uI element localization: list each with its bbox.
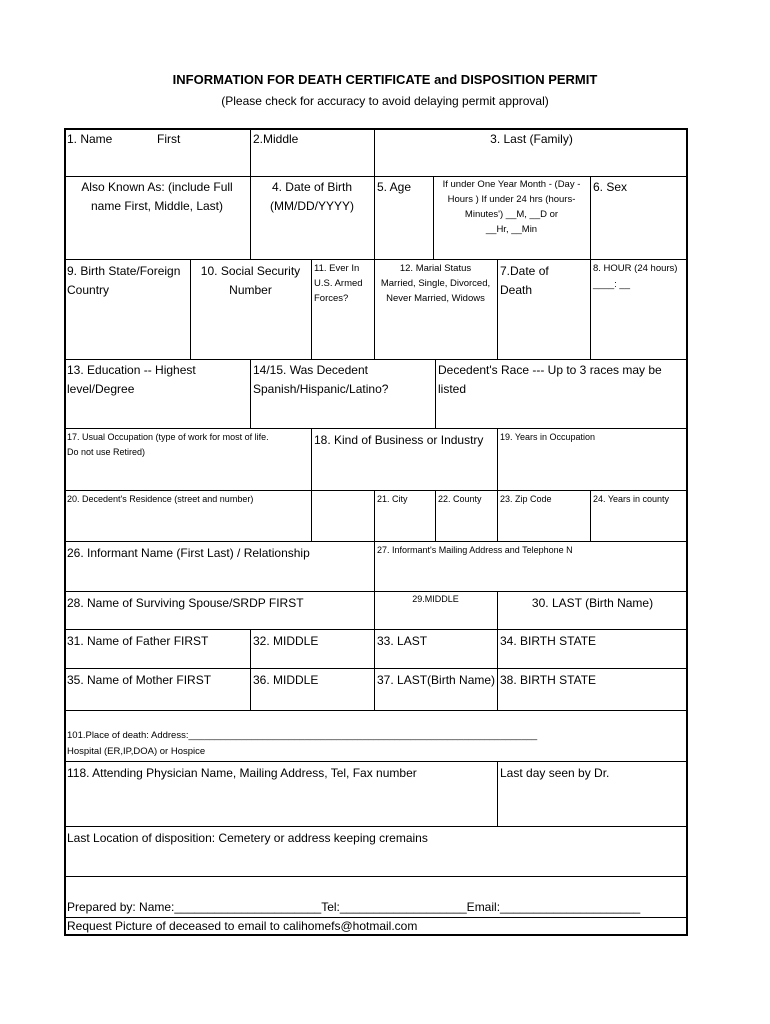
col-divider [590,176,591,359]
date-death-line2: Death [500,283,533,297]
occupation-line2: Do not use Retired) [67,447,146,457]
city-label: 21. City [377,494,408,504]
sex-label: 6. Sex [593,180,628,194]
hour-line2: ____: __ [593,279,630,290]
spouse-label: 28. Name of Surviving Spouse/SRDP FIRST [67,596,304,610]
last-name-label: 3. Last (Family) [490,132,573,146]
spouse-last-label: 30. LAST (Birth Name) [531,596,654,610]
row-divider [64,710,688,711]
under-year-line3: Minutes') __M, __D or [464,209,559,220]
father-last-label: 33. LAST [377,634,428,648]
under-year-line2: Hours ) If under 24 hrs (hours- [447,194,576,205]
prepared-by-line: Prepared by: Name:______________________Tel:___________________Email:_____________________ [67,900,641,914]
marital-line3: Never Married, Widows [386,293,485,304]
request-picture-line: Request Picture of deceased to email to calihomefs@hotmail.com [67,919,418,933]
dob-label-line1: 4. Date of Birth [271,180,353,194]
col-divider [374,128,375,259]
aka-label-line1: Also Known As: (include Full [81,180,233,194]
row-divider [64,826,688,827]
col-divider [250,359,251,428]
col-divider [311,259,312,359]
mother-middle-label: 36. MIDDLE [253,673,319,687]
birth-state-line2: Country [67,283,110,297]
row-divider [64,591,688,592]
under-year-line1: If under One Year Month - (Day - [442,179,581,190]
col-divider [497,629,498,710]
physician-label: 118. Attending Physician Name, Mailing Address, Tel, Fax number [67,766,417,780]
age-label: 5. Age [377,180,412,194]
under-year-line4: __Hr, __Min [485,224,538,235]
form-subtitle: (Please check for accuracy to avoid delaying permit approval) [221,94,549,108]
years-occupation-label: 19. Years in Occupation [500,432,596,442]
row-divider [64,359,688,360]
mother-state-label: 38. BIRTH STATE [500,673,597,687]
last-seen-label: Last day seen by Dr. [500,766,610,780]
race-line1: Decedent's Race --- Up to 3 races may be [438,363,662,377]
father-state-label: 34. BIRTH STATE [500,634,597,648]
birth-state-line1: 9. Birth State/Foreign [67,264,181,278]
business-label: 18. Kind of Business or Industry [314,433,484,447]
education-line1: 13. Education -- Highest [67,363,196,377]
col-divider [435,490,436,541]
row-divider [64,490,688,491]
form-frame [64,128,688,936]
row-divider [64,668,688,669]
hour-line1: 8. HOUR (24 hours) [593,263,678,274]
armed-forces-line3: Forces? [314,293,349,304]
middle-name-label: 2.Middle [253,132,299,146]
marital-line1: 12. Marial Status [399,263,472,274]
col-divider [250,629,251,710]
row-divider [64,428,688,429]
row-divider [64,629,688,630]
years-county-label: 24. Years in county [593,494,670,504]
row-divider [64,761,688,762]
col-divider [374,629,375,710]
col-divider [311,428,312,541]
informant-label: 26. Informant Name (First Last) / Relationship [67,546,310,560]
marital-line2: Married, Single, Divorced, [380,278,491,289]
place-death-line2: Hospital (ER,IP,DOA) or Hospice [67,746,206,757]
col-divider [374,541,375,629]
form-title: INFORMATION FOR DEATH CERTIFICATE and DISPOSITION PERMIT [172,72,598,87]
aka-label-line2: name First, Middle, Last) [90,199,224,213]
informant-address-label: 27. Informant's Mailing Address and Telephone N [377,545,573,555]
armed-forces-line2: U.S. Armed [314,278,363,289]
row-divider [64,176,688,177]
col-divider [590,490,591,541]
race-line2: listed [438,382,467,396]
armed-forces-line1: 11. Ever In [314,263,360,274]
father-middle-label: 32. MIDDLE [253,634,319,648]
education-line2: level/Degree [67,382,135,396]
disposition-label: Last Location of disposition: Cemetery or address keeping cremains [67,831,428,845]
row-divider [64,259,688,260]
zip-label: 23. Zip Code [500,494,552,504]
hispanic-line1: 14/15. Was Decedent [253,363,368,377]
occupation-line1: 17. Usual Occupation (type of work for most of life. [67,432,269,442]
date-death-line1: 7.Date of [500,264,549,278]
row-divider [64,541,688,542]
mother-first-label: 35. Name of Mother FIRST [67,673,212,687]
place-death-line1: 101.Place of death: Address:__________________________________________________________________ [67,730,538,741]
col-divider [497,761,498,826]
col-divider [497,428,498,541]
col-divider [435,359,436,428]
county-label: 22. County [438,494,482,504]
ssn-label-line2: Number [229,283,272,297]
hispanic-line2: Spanish/Hispanic/Latino? [253,382,389,396]
name-label: 1. Name [67,132,113,146]
row-divider [64,876,688,877]
col-divider [374,490,375,541]
mother-last-label: 37. LAST(Birth Name) [377,673,496,687]
first-name-label: First [157,132,181,146]
dob-label-line2: (MM/DD/YYYY) [270,199,354,213]
father-first-label: 31. Name of Father FIRST [67,634,209,648]
residence-label: 20. Decedent's Residence (street and number) [67,494,254,504]
col-divider [497,259,498,359]
spouse-middle-label: 29.MIDDLE [412,594,459,604]
ssn-label-line1: 10. Social Security [200,264,301,278]
